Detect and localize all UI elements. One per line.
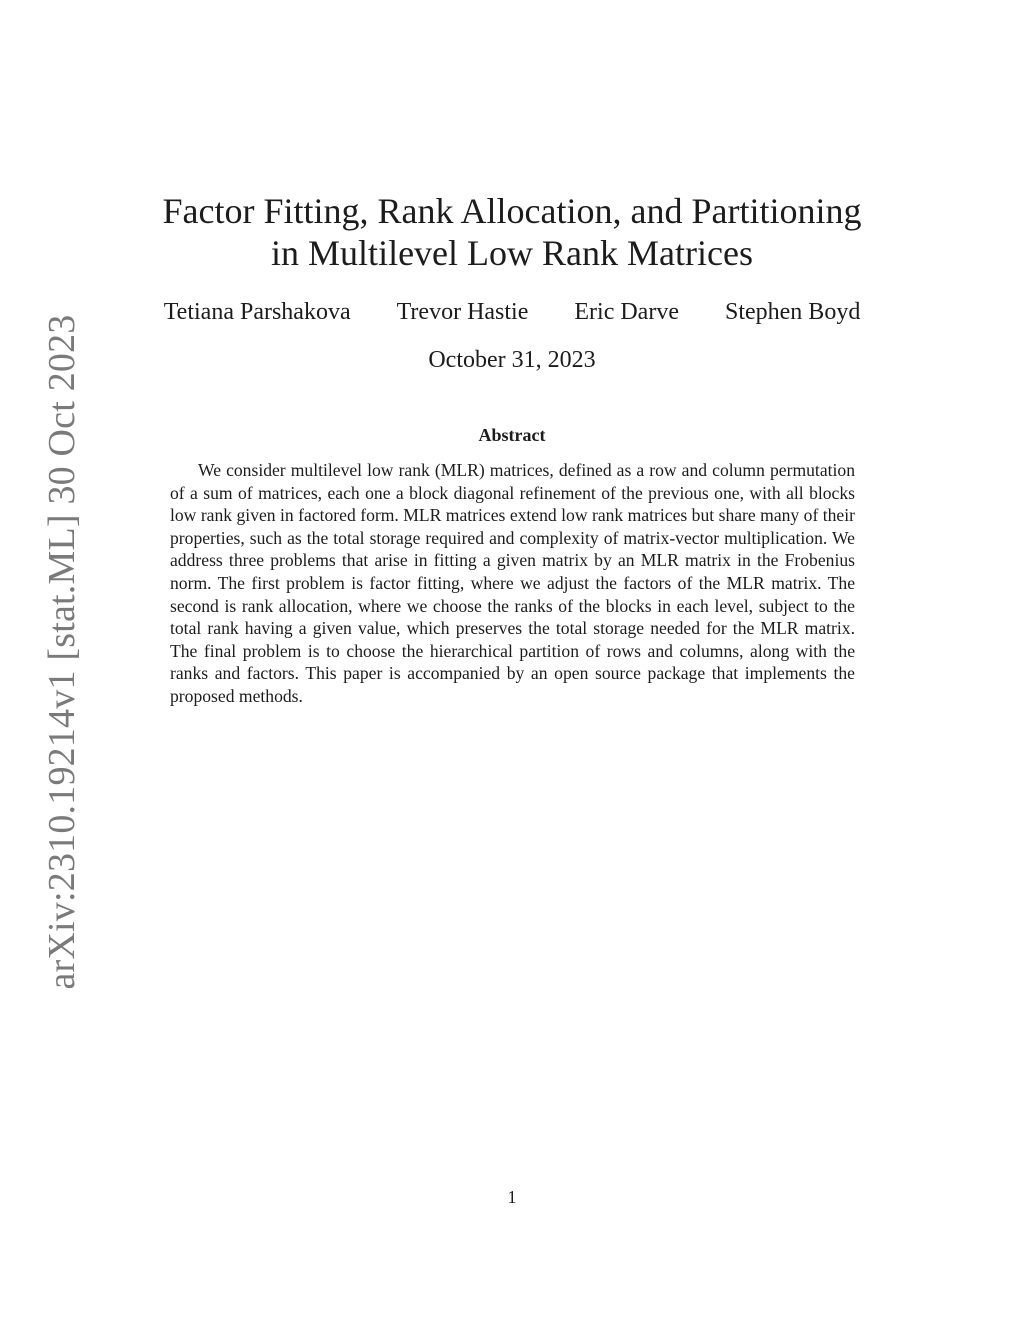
author-name: Trevor Hastie [396,299,529,325]
author-name: Eric Darve [574,299,679,325]
author-list [0,299,1024,326]
author-name: Stephen Boyd [724,299,861,325]
abstract-heading: Abstract [478,425,546,445]
title-line-1: Factor Fitting, Rank Allocation, and Partitioning [162,191,862,231]
arxiv-identifier-stamp: arXiv:2310.19214v1 [stat.ML] 30 Oct 2023 [41,314,83,990]
page-number: 1 [507,1187,517,1207]
title-line-2: in Multilevel Low Rank Matrices [271,233,753,273]
author-name: Tetiana Parshakova [163,299,351,325]
publication-date: October 31, 2023 [428,347,596,373]
paper-title [0,190,1024,274]
abstract-text: We consider multilevel low rank (MLR) matrices, defined as a row and column permutation of a sum of matrices, each one a block diagonal refinement of the previous one, with all blocks low rank given in factored form. MLR matrices extend low rank matrices but share many of their properties, such as the total storage required and complexity of matrix-vector multiplication. We address three problems that arise in fitting a given matrix by an MLR matrix in the Frobenius norm. The first problem is factor fitting, where we adjust the factors of the MLR matrix. The second is rank allocation, where we choose the ranks of the blocks in each level, subject to the total rank having a given value, which preserves the total storage needed for the MLR matrix. The final problem is to choose the hierarchical partition of rows and columns, along with the ranks and factors. This paper is accompanied by an open source package that implements the proposed methods. [170,460,855,706]
